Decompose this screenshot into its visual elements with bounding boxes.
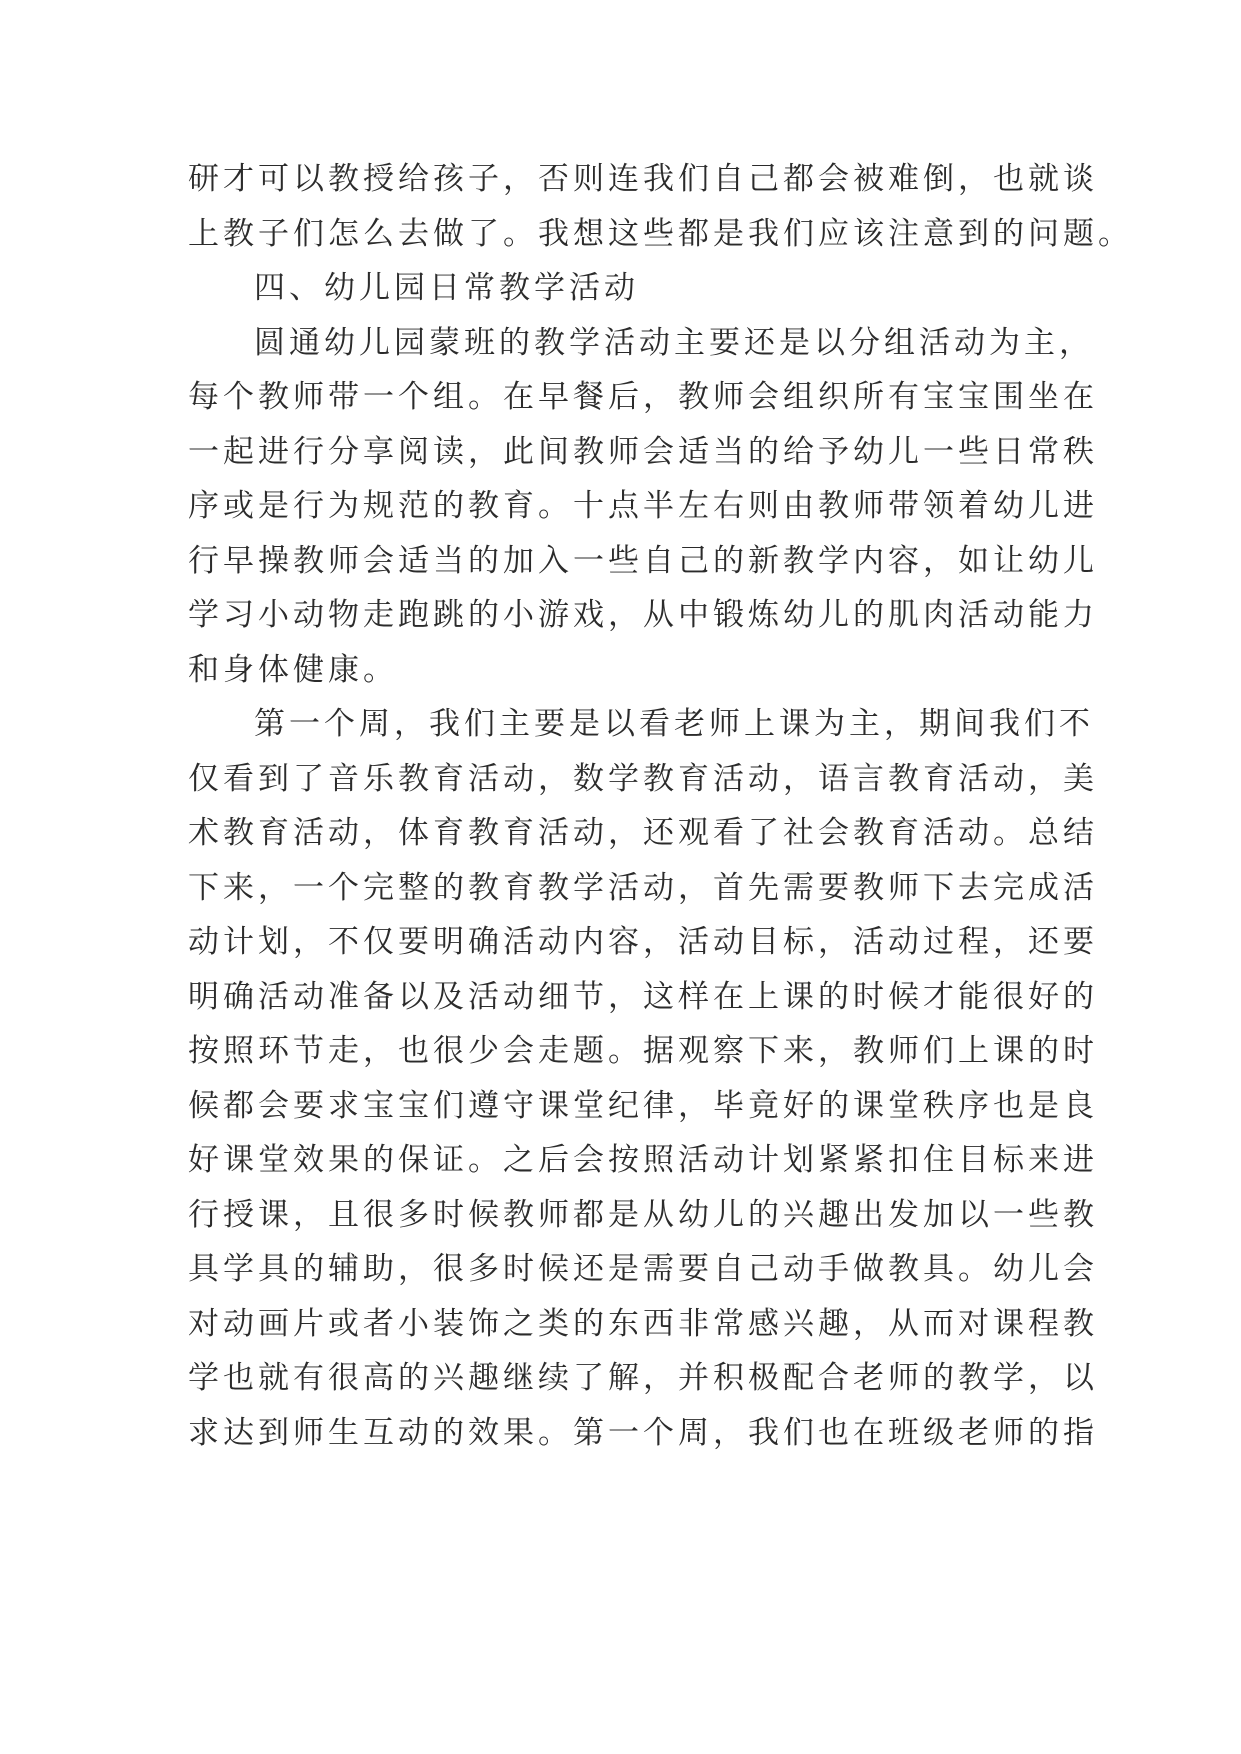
paragraph-first-line: 第一个周，我们主要是以看老师上课为主，期间我们不 — [254, 706, 1094, 742]
text-line: 一起进行分享阅读，此间教师会适当的给予幼儿一些日常秩 — [188, 433, 1098, 470]
text-line: 研才可以教授给孩子，否则连我们自己都会被难倒，也就谈 — [188, 161, 1098, 197]
text-line: 按照环节走，也很少会走题。据观察下来，教师们上课的时 — [188, 1033, 1098, 1069]
text-line: 学习小动物走跑跳的小游戏，从中锻炼幼儿的肌肉活动能力 — [188, 597, 1098, 633]
paragraph-first-line: 四、幼儿园日常教学活动 — [254, 270, 639, 306]
text-line: 对动画片或者小装饰之类的东西非常感兴趣，从而对课程教 — [188, 1305, 1098, 1342]
text-line: 下来，一个完整的教育教学活动，首先需要教师下去完成活 — [188, 869, 1098, 906]
paragraph-first-line: 圆通幼儿园蒙班的教学活动主要还是以分组活动为主， — [254, 324, 1094, 361]
text-line: 行授课，且很多时候教师都是从幼儿的兴趣出发加以一些教 — [188, 1196, 1098, 1233]
text-line: 动计划，不仅要明确活动内容，活动目标，活动过程，还要 — [188, 924, 1098, 960]
text-line: 候都会要求宝宝们遵守课堂纪律，毕竟好的课堂秩序也是良 — [188, 1087, 1098, 1124]
text-line: 序或是行为规范的教育。十点半左右则由教师带领着幼儿进 — [188, 488, 1098, 524]
text-line: 和身体健康。 — [188, 651, 398, 688]
body-text — [188, 152, 1133, 1460]
text-line: 行早操教师会适当的加入一些自己的新教学内容，如让幼儿 — [188, 542, 1098, 579]
text-line: 仅看到了音乐教育活动，数学教育活动，语言教育活动，美 — [188, 760, 1098, 797]
text-line: 求达到师生互动的效果。第一个周，我们也在班级老师的指 — [188, 1414, 1098, 1451]
text-line: 明确活动准备以及活动细节，这样在上课的时候才能很好的 — [188, 978, 1098, 1015]
text-line: 术教育活动，体育教育活动，还观看了社会教育活动。总结 — [188, 815, 1098, 851]
text-line: 具学具的辅助，很多时候还是需要自己动手做教具。幼儿会 — [188, 1251, 1098, 1287]
text-line: 学也就有很高的兴趣继续了解，并积极配合老师的教学，以 — [188, 1360, 1098, 1396]
text-line: 每个教师带一个组。在早餐后，教师会组织所有宝宝围坐在 — [188, 379, 1098, 415]
text-line: 好课堂效果的保证。之后会按照活动计划紧紧扣住目标来进 — [188, 1142, 1098, 1178]
text-line: 上教子们怎么去做了。我想这些都是我们应该注意到的问题。 — [188, 215, 1133, 252]
